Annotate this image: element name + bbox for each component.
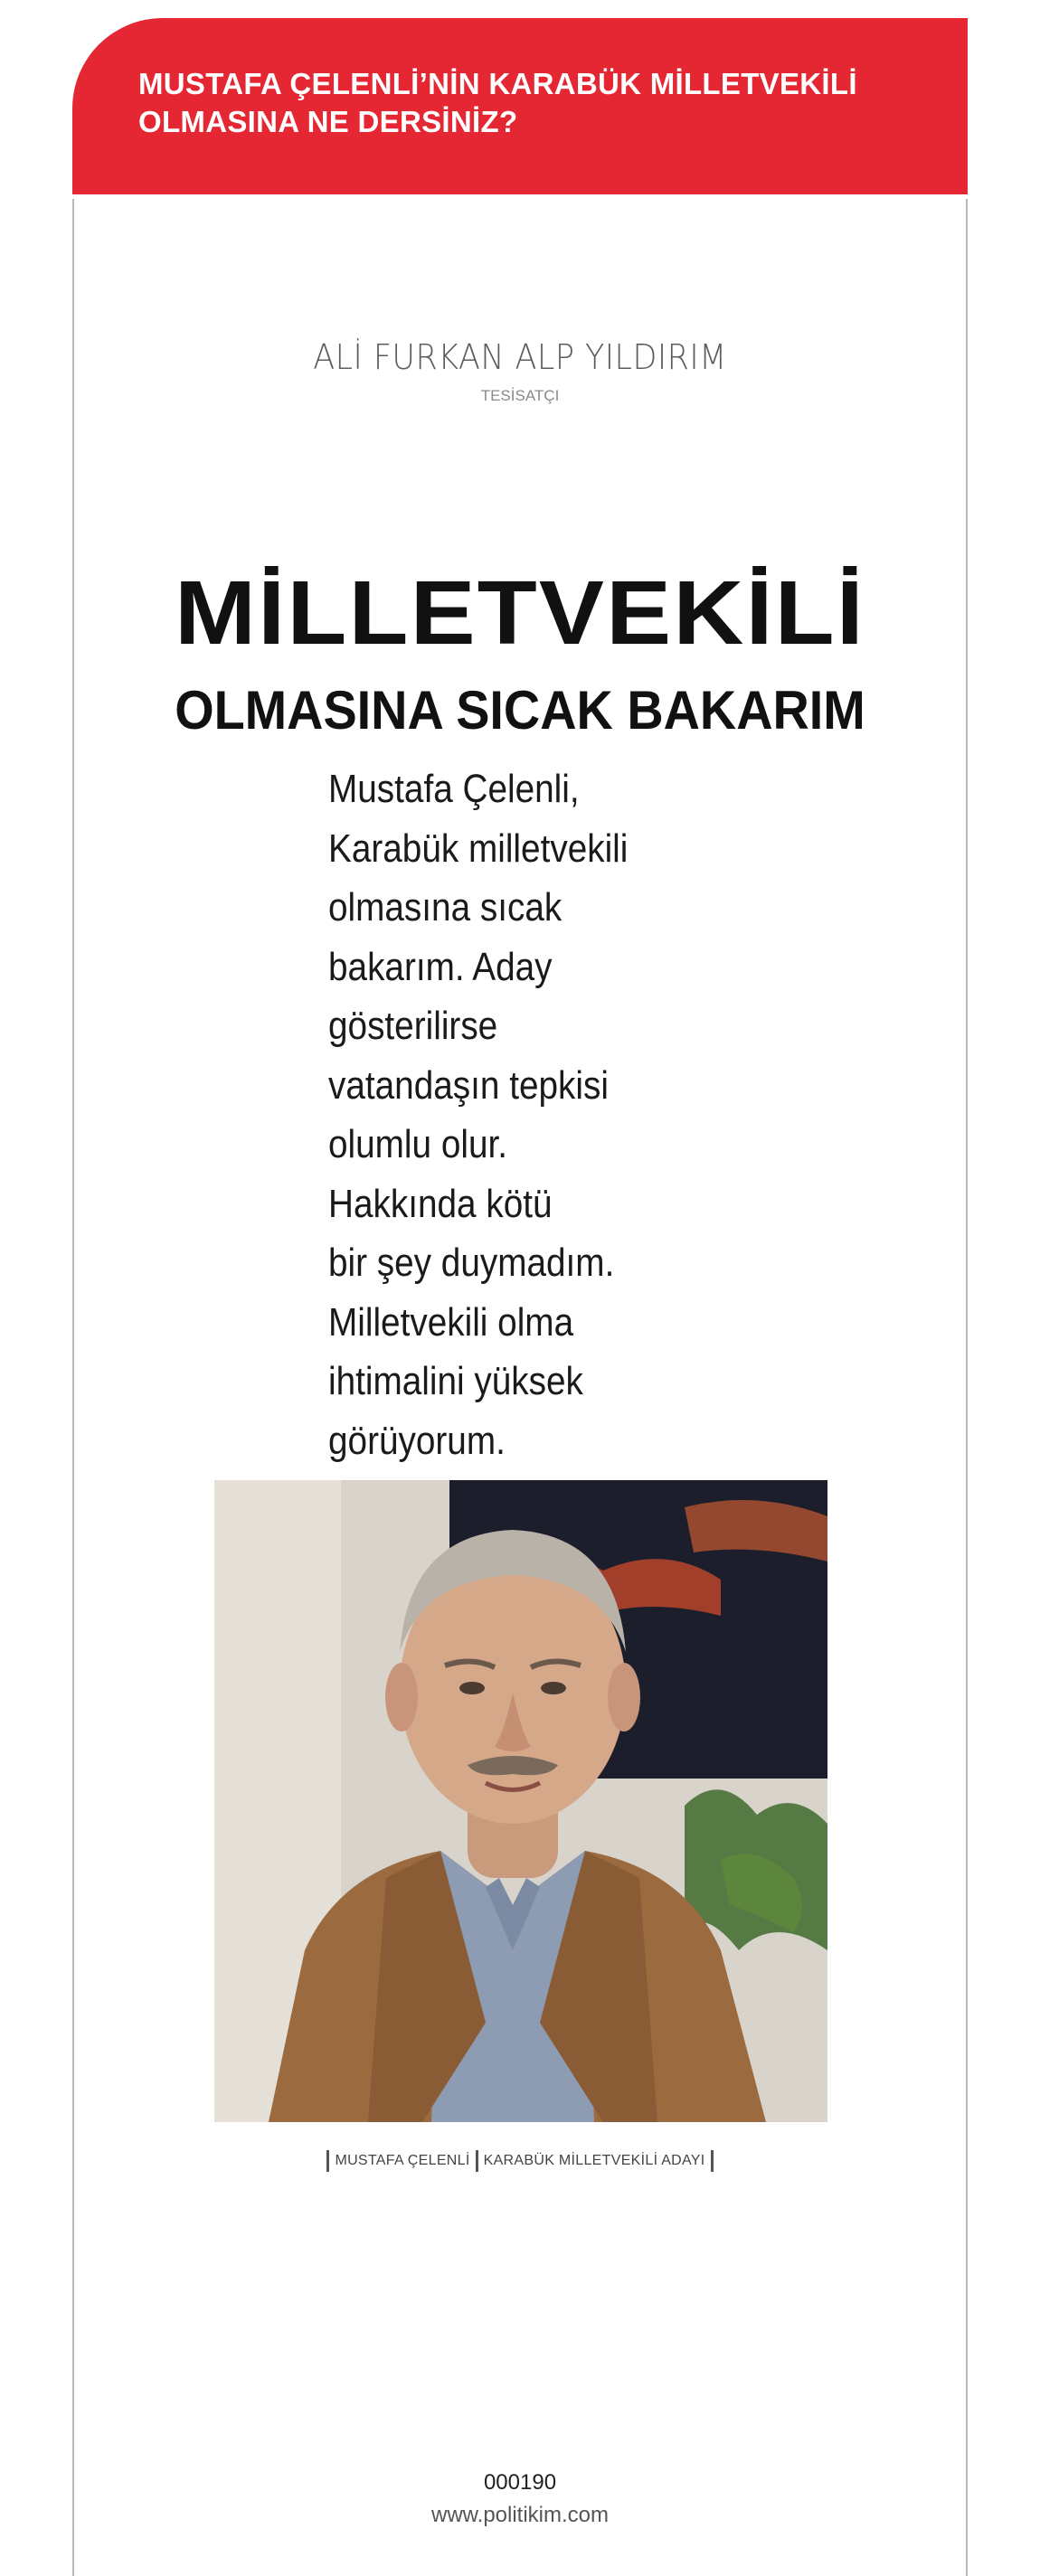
quote-line: bakarım. Aday xyxy=(328,944,553,989)
quote-line: Hakkında kötü xyxy=(328,1181,553,1226)
caption-name: MUSTAFA ÇELENLİ xyxy=(335,2153,470,2168)
quote-line: Milletvekili olma xyxy=(328,1299,574,1345)
header-banner xyxy=(72,18,968,194)
quote-line: olumlu olur. xyxy=(328,1122,508,1166)
quote-line: ihtimalini yüksek xyxy=(328,1359,583,1403)
survey-card xyxy=(72,18,968,2576)
website-link[interactable]: www.politikim.com xyxy=(430,2503,610,2527)
header-title-line-2: OLMASINA NE DERSİNİZ? xyxy=(138,105,518,138)
quote-line: görüyorum. xyxy=(328,1418,506,1463)
caption-role: KARABÜK MİLLETVEKİLİ ADAYI xyxy=(483,2153,705,2168)
respondent-name: ALİ FURKAN ALP YILDIRIM xyxy=(313,337,727,377)
caption-separator xyxy=(326,2150,329,2172)
caption-separator xyxy=(476,2150,478,2172)
caption-separator xyxy=(711,2150,714,2172)
header-title-line-1: MUSTAFA ÇELENLİ’NİN KARABÜK MİLLETVEKİLİ xyxy=(138,67,857,100)
quote-body xyxy=(328,760,670,1470)
respondent-profession: TESİSATÇI xyxy=(480,387,560,404)
quote-subheadline: OLMASINA SICAK BAKARIM xyxy=(175,680,865,741)
quote-line: olmasına sıcak xyxy=(328,885,563,929)
photo-caption xyxy=(72,2150,968,2172)
quote-headline: MİLLETVEKİLİ xyxy=(175,562,865,664)
quote-line: Karabük milletvekili xyxy=(328,826,629,871)
portrait-photo xyxy=(214,1480,827,2122)
header-title xyxy=(138,65,931,141)
quote-line: gösterilirse xyxy=(328,1004,498,1048)
quote-line: Mustafa Çelenli, xyxy=(328,767,580,811)
quote-line: vatandaşın tepkisi xyxy=(328,1062,609,1108)
survey-code: 000190 xyxy=(483,2470,557,2495)
portrait-illustration xyxy=(214,1480,827,2122)
quote-line: bir şey duymadım. xyxy=(328,1241,615,1285)
